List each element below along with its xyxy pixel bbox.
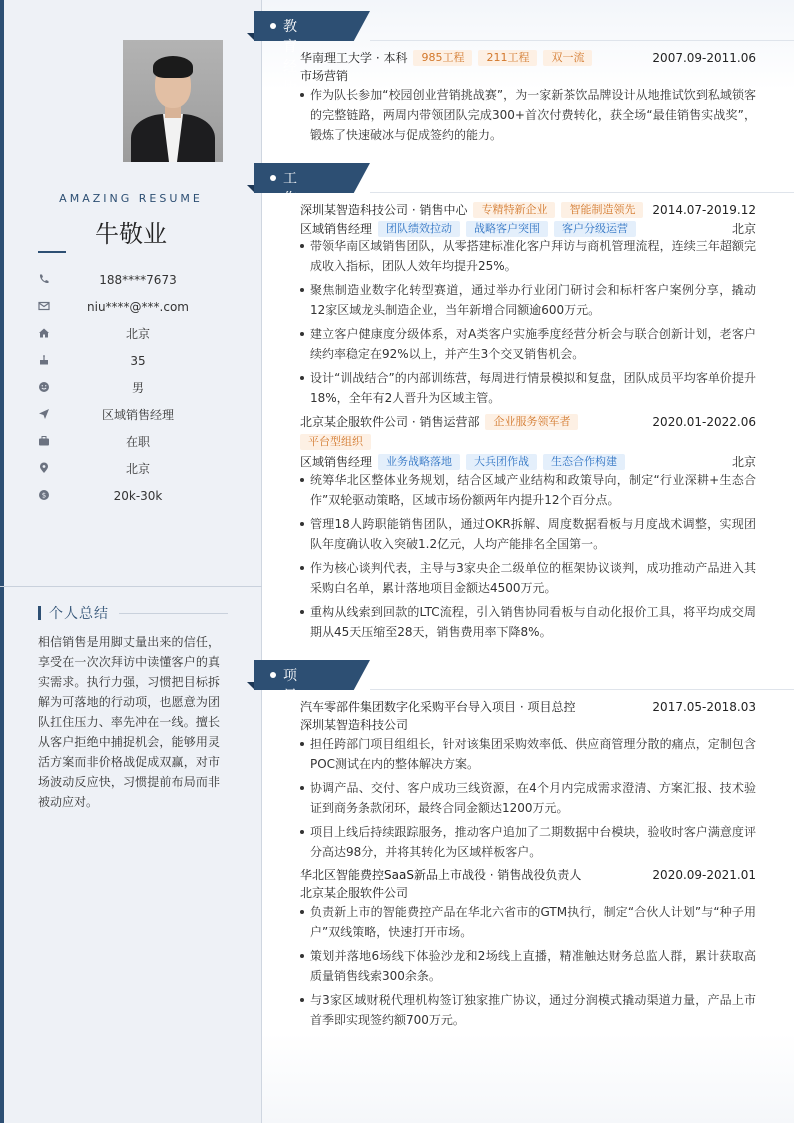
mail-icon bbox=[38, 300, 50, 312]
list-item: 担任跨部门项目组组长，针对该集团采购效率低、供应商管理分散的痛点，定制包含POC测试在内的整体解决方案。 bbox=[300, 734, 756, 774]
company-name: 深圳某智造科技公司 · 销售中心 bbox=[300, 203, 468, 217]
list-item: 负责新上市的智能费控产品在华北六省市的GTM执行，制定“合伙人计划”与“种子用户”双线策略，快速打开市场。 bbox=[300, 902, 756, 942]
info-phone: 188****7673 bbox=[38, 266, 238, 293]
school-name: 华南理工大学 · 本科 bbox=[300, 51, 408, 65]
job-bullets bbox=[300, 470, 756, 646]
company-name: 北京某企服软件公司 · 销售运营部 bbox=[300, 415, 480, 429]
project-bullets bbox=[300, 734, 756, 866]
info-target-city: 北京 bbox=[38, 455, 238, 482]
education-major: 市场营销 bbox=[300, 69, 349, 83]
role-tag: 团队绩效拉动 bbox=[378, 221, 460, 237]
briefcase-icon bbox=[38, 435, 50, 447]
list-item: 项目上线后持续跟踪服务，推动客户追加了二期数据中台模块，验收时客户满意度评分高达98分，并将其转化为区域样板客户。 bbox=[300, 822, 756, 862]
list-item: 统筹华北区整体业务规划，结合区域产业结构和政策导向，制定“行业深耕+生态合作”双轮驱动策略，区域市场份额两年内提升12个百分点。 bbox=[300, 470, 756, 510]
list-item: 重构从线索到回款的LTC流程，引入销售协同看板与自动化报价工具，将平均成交周期从45天压缩至28天，销售费用率下降8%。 bbox=[300, 602, 756, 642]
candidate-name: 牛敬业 bbox=[95, 220, 167, 248]
job-city: 北京 bbox=[731, 222, 756, 236]
smile-icon bbox=[38, 381, 50, 393]
education-date: 2007.09-2011.06 bbox=[652, 51, 756, 65]
location-pin-icon bbox=[38, 462, 50, 474]
main-content: 教育经历 华南理工大学 · 本科 985工程 211工程 双一流 2007.09-2011.06 市场营销 作为队长参加“校园创业营销挑战赛”，为一家新茶饮品牌设计从地推试饮到私域锁客的完整链路，两周内带领团队完成300+首次付费转化，获全场“最佳销售实战奖”，锻炼了快速破冰与促成签约的能力。 工作经历 深圳某智造科技公司 · 销售中心 专精特新企业 智能制造领先 2014.07-2019.12 区域销售经理 团队绩效拉动 战略客户突围 客户分级运营 北京 带领华南区域销售团队，从零搭建标准化客户拜访与商机管理流程，连续三年超额完成收入指标，团队人效年均提升25%。 聚焦制造业数字化转型赛道，通过举办行业闭门研讨会和标杆客户案例分享，撬动12家区域龙头制造企业，当年新增合同额逾600万元。 建立客户健康度分级体系，对A类客户实施季度经营分析会与联合创新计划，老客户续约率稳定在92%以上，并产生3个交叉销售机会。 设计“训战结合”的内部训练营，每周进行情景模拟和复盘，团队成员平均客单价提升18%，全年有2人晋升为区域主管。 北京某企服软件公司 · 销售运营部 企业服务领军者 2020.01-2022.06 平台型组织 区域销售经理 业务战略落地 大兵团作战 生态合作构建 北京 统筹华北区整体业务规划，结合区域产业结构和政策导向，制定“行业深耕+生态合作”双轮驱动策略，区域市场份额两年内提升12个百分点。 管理18人跨职能销售团队，通过OKR拆解、周度数据看板与月度战术调整，实现团队年度确认收入突破1.2亿元，人均产能排名全国第一。 作为核心谈判代表，主导与3家央企二级单位的框架协议谈判，成功推动产品进入其采购白名单，累计落地项目金额达4500万元。 重构从线索到回款的LTC流程，引入销售协同看板与自动化报价工具，将平均成交周期从45天压缩至28天，销售费用率下降8%。 项目经历 汽车零部件集团数字化采购平台导入项目 · 项目总控 2017.05-2018.03 深圳某智造科技公司 担任跨部门项目组组长，针对该集团采购效率低、供应商管理分散的痛点，定制包含POC测试在内的整体解决方案。 协调产品、交付、客户成功三线资源，在4个月内完成需求澄清、方案汇报、技术验证到商务条款闭环，最终合同金额达1200万元。 项目上线后持续跟踪服务，推动客户追加了二期数据中台模块，验收时客户满意度评分高达98分，并将其转化为区域样板客户。 华北区智能费控SaaS新品上市战役 · 销售战役负责人 2020.09-2021.01 北京某企服软件公司 负责新上市的智能费控产品在华北六省市的GTM执行，制定“合伙人计划”与“种子用户”双线策略，快速打开市场。 策划并落地6场线下体验沙龙和2场线上直播，精准触达财务总监人群，累计获取高质量销售线索300余条。 与3家区域财税代理机构签订独家推广协议，通过分润模式撬动渠道力量，产品上市首季即实现签约额700万元。 bbox=[262, 0, 794, 1123]
job-bullets bbox=[300, 236, 756, 412]
company-tag: 企业服务领军者 bbox=[485, 414, 578, 430]
list-item: 建立客户健康度分级体系，对A类客户实施季度经营分析会与联合创新计划，老客户续约率稳定在92%以上，并产生3个交叉销售机会。 bbox=[300, 324, 756, 364]
project-bullets bbox=[300, 902, 756, 1034]
education-bullets bbox=[300, 85, 756, 149]
job-role: 区域销售经理 bbox=[300, 222, 373, 236]
svg-text:$: $ bbox=[41, 491, 47, 500]
phone-icon bbox=[38, 273, 50, 285]
info-salary: $ 20k-30k bbox=[38, 482, 238, 509]
sidebar bbox=[0, 0, 262, 1123]
list-item: 策划并落地6场线下体验沙龙和2场线上直播，精准触达财务总监人群，累计获取高质量销售线索300余条。 bbox=[300, 946, 756, 986]
education-entry-header bbox=[300, 49, 756, 85]
school-tag: 双一流 bbox=[543, 50, 592, 66]
role-tag: 大兵团作战 bbox=[466, 454, 537, 470]
home-icon bbox=[38, 327, 50, 339]
role-tag: 生态合作构建 bbox=[543, 454, 625, 470]
list-item: 聚焦制造业数字化转型赛道，通过举办行业闭门研讨会和标杆客户案例分享，撬动12家区域龙头制造企业，当年新增合同额逾600万元。 bbox=[300, 280, 756, 320]
project-entry-header bbox=[300, 866, 756, 902]
list-item: 作为队长参加“校园创业营销挑战赛”，为一家新茶饮品牌设计从地推试饮到私域锁客的完整链路，两周内带领团队完成300+首次付费转化，获全场“最佳销售实战奖”，锻炼了快速破冰与促成签约的能力。 bbox=[300, 85, 756, 145]
project-date: 2020.09-2021.01 bbox=[652, 868, 756, 882]
list-item: 设计“训战结合”的内部训练营，每周进行情景模拟和复盘，团队成员平均客单价提升18%，全年有2人晋升为区域主管。 bbox=[300, 368, 756, 408]
project-name: 华北区智能费控SaaS新品上市战役 · 销售战役负责人 bbox=[300, 868, 582, 882]
job-entry-header bbox=[300, 201, 756, 238]
send-icon bbox=[38, 408, 50, 420]
list-item: 作为核心谈判代表，主导与3家央企二级单位的框架协议谈判，成功推动产品进入其采购白名单，累计落地项目金额达4500万元。 bbox=[300, 558, 756, 598]
list-item: 与3家区域财税代理机构签订独家推广协议，通过分润模式撬动渠道力量，产品上市首季即实现签约额700万元。 bbox=[300, 990, 756, 1030]
job-city: 北京 bbox=[731, 455, 756, 469]
info-email: niu****@***.com bbox=[38, 293, 238, 320]
role-tag: 客户分级运营 bbox=[554, 221, 636, 237]
company-tag: 专精特新企业 bbox=[473, 202, 555, 218]
resume-tagline: AMAZING RESUME bbox=[59, 192, 203, 205]
list-item: 协调产品、交付、客户成功三线资源，在4个月内完成需求澄清、方案汇报、技术验证到商务条款闭环，最终合同金额达1200万元。 bbox=[300, 778, 756, 818]
list-item: 管理18人跨职能销售团队，通过OKR拆解、周度数据看板与月度战术调整，实现团队年度确认收入突破1.2亿元，人均产能排名全国第一。 bbox=[300, 514, 756, 554]
cake-icon bbox=[38, 354, 50, 366]
role-tag: 业务战略落地 bbox=[378, 454, 460, 470]
job-entry-header bbox=[300, 413, 756, 471]
sidebar-accent-stripe bbox=[0, 0, 4, 1123]
summary-heading: 个人总结 bbox=[38, 604, 228, 622]
project-date: 2017.05-2018.03 bbox=[652, 700, 756, 714]
company-tag: 平台型组织 bbox=[300, 434, 371, 450]
contact-info-list bbox=[38, 266, 238, 509]
project-entry-header bbox=[300, 698, 756, 734]
school-tag: 211工程 bbox=[478, 50, 537, 66]
project-org: 北京某企服软件公司 bbox=[300, 886, 409, 900]
job-date: 2020.01-2022.06 bbox=[652, 415, 756, 429]
name-underline bbox=[38, 251, 66, 253]
avatar-photo bbox=[123, 40, 223, 162]
school-tag: 985工程 bbox=[413, 50, 472, 66]
info-target-position: 区域销售经理 bbox=[38, 401, 238, 428]
job-role: 区域销售经理 bbox=[300, 455, 373, 469]
summary-text: 相信销售是用脚丈量出来的信任，享受在一次次拜访中读懂客户的真实需求。执行力强，习惯把目标拆解为可落地的行动项，也愿意为团队扛住压力、率先冲在一线。擅长从客户拒绝中捕捉机会，能够用灵活方案而非价格战促成双赢，对市场波动反应快，习惯提前布局而非被动应对。 bbox=[38, 635, 220, 809]
dollar-icon bbox=[38, 489, 50, 501]
info-residence: 北京 bbox=[38, 320, 238, 347]
job-date: 2014.07-2019.12 bbox=[652, 203, 756, 217]
info-age: 35 bbox=[38, 347, 238, 374]
company-tag: 智能制造领先 bbox=[561, 202, 643, 218]
info-job-status: 在职 bbox=[38, 428, 238, 455]
sidebar-divider bbox=[0, 586, 262, 587]
info-gender: 男 bbox=[38, 374, 238, 401]
project-org: 深圳某智造科技公司 bbox=[300, 718, 409, 732]
list-item: 带领华南区域销售团队，从零搭建标准化客户拜访与商机管理流程，连续三年超额完成收入指标，团队人效年均提升25%。 bbox=[300, 236, 756, 276]
role-tag: 战略客户突围 bbox=[466, 221, 548, 237]
project-name: 汽车零部件集团数字化采购平台导入项目 · 项目总控 bbox=[300, 700, 576, 714]
